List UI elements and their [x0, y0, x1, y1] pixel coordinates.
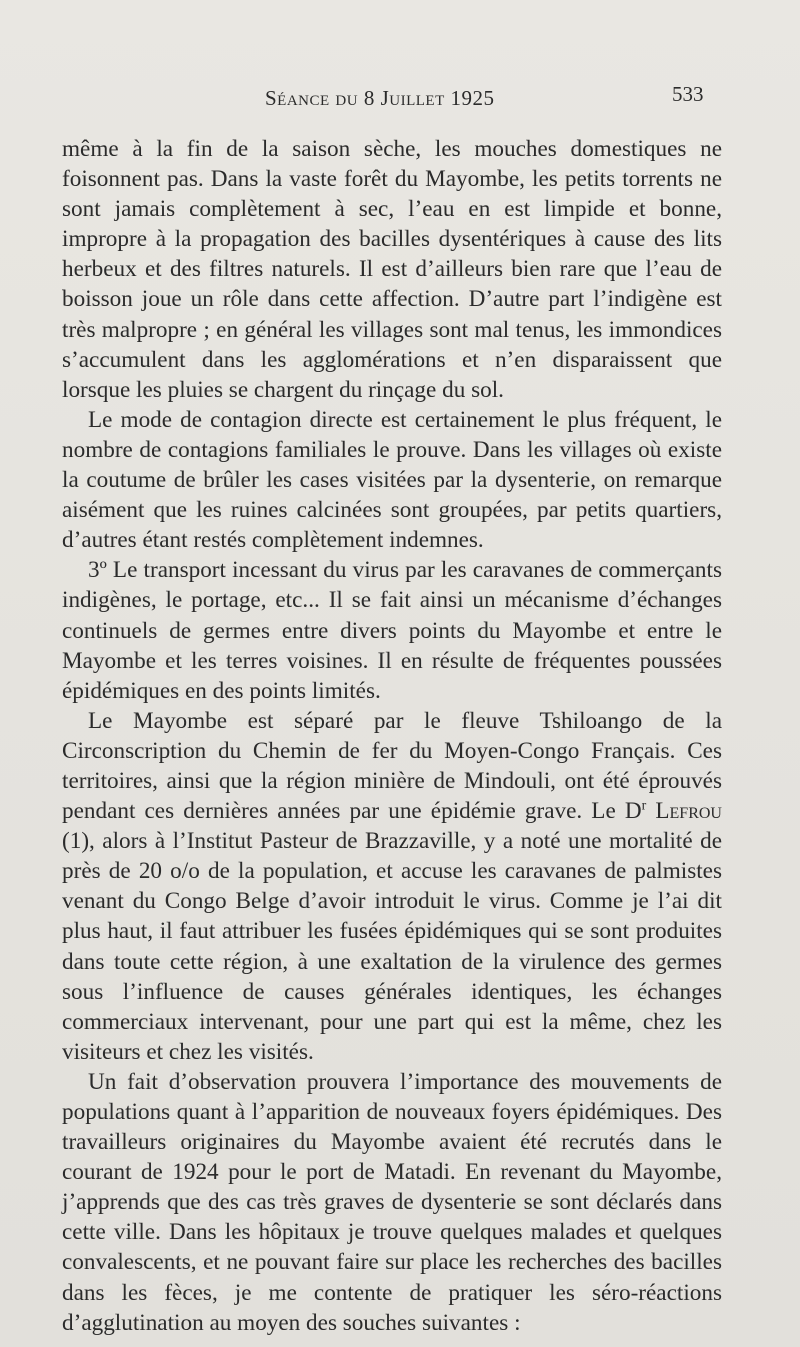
- paragraph-4-text-end: (1), alors à l’Institut Pasteur de Brazzaville, y a noté une mortalité de près de 20 o/o de la population, et accuse les caravanes de palmistes venant du Congo Belge d’avoir introduit le virus. Comme je l’ai dit plus haut, il faut attribuer les fusées épidémiques qui se sont produites dans toute cette région, à une exaltation de la virulence des germes sous l’influence de causes générales identiques, les échanges commerciaux intervenant, pour une part qui est la même, chez les visiteurs et chez les visités.: [62, 828, 722, 1065]
- paragraph-4: [62, 706, 722, 1067]
- paragraph-4-text-start: Le Mayombe est séparé par le fleuve Tshiloango de la Circonscription du Chemin de fer du Moyen-Congo Français. Ces territoires, ainsi que la région minière de Mindouli, ont été éprouvés pendant ces dernières années par une épidémie grave. Le: [62, 707, 722, 825]
- paragraph-5: Un fait d’observation prouvera l’importance des mouvements de populations quant à l’apparition de nouveaux foyers épidémiques. Des travailleurs originaires du Mayombe avaient été recrutés dans le courant de 1924 pour le port de Matadi. En revenant du Mayombe, j’apprends que des cas très graves de dysenterie se sont déclarés dans cette ville. Dans les hôpitaux je trouve quelques malades et quelques convalescents, et ne pouvant faire sur place les recherches des bacilles dans les fèces, je me contente de pratiquer les séro-réactions d’agglutination au moyen des souches suivantes :: [62, 1068, 722, 1336]
- body-text: [62, 134, 722, 1338]
- doctor-title: [625, 798, 646, 824]
- doctor-abbrev-superscript: r: [641, 798, 647, 814]
- author-name-lefrou: Lefrou: [655, 798, 722, 825]
- paragraph-1: même à la fin de la saison sèche, les mouches domestiques ne foisonnent pas. Dans la vaste forêt du Mayombe, les petits torrents ne sont jamais complètement à sec, l’eau en est limpide et bonne, impropre à la propagation des bacilles dysentériques à cause des lits herbeux et des filtres naturels. Il est d’ailleurs bien rare que l’eau de boisson joue un rôle dans cette affection. D’autre part l’indigène est très malpropre ; en général les villages sont mal tenus, les immondices s’accumulent dans les agglomérations et n’en disparaissent que lorsque les pluies se chargent du rinçage du sol.: [62, 136, 722, 403]
- page-header: [0, 82, 800, 116]
- page-number: 533: [672, 82, 704, 106]
- paragraph-3: 3º Le transport incessant du virus par les caravanes de commerçants indigènes, le portage, etc... Il se fait ainsi un mécanisme d’échanges continuels de germes entre divers points du Mayombe et entre le Mayombe et les terres voisines. Il en résulte de fréquentes poussées épidémiques en des points limités.: [62, 557, 722, 704]
- doctor-abbrev: D: [624, 798, 642, 825]
- paragraph-2: Le mode de contagion directe est certainement le plus fréquent, le nombre de contagions familiales le prouve. Dans les villages où existe la coutume de brûler les cases visitées par la dysenterie, on remarque aisément que les ruines calcinées sont groupées, par petits quartiers, d’autres étant restés complètement indemnes.: [62, 406, 722, 554]
- running-head: Séance du 8 Juillet 1925: [265, 86, 495, 110]
